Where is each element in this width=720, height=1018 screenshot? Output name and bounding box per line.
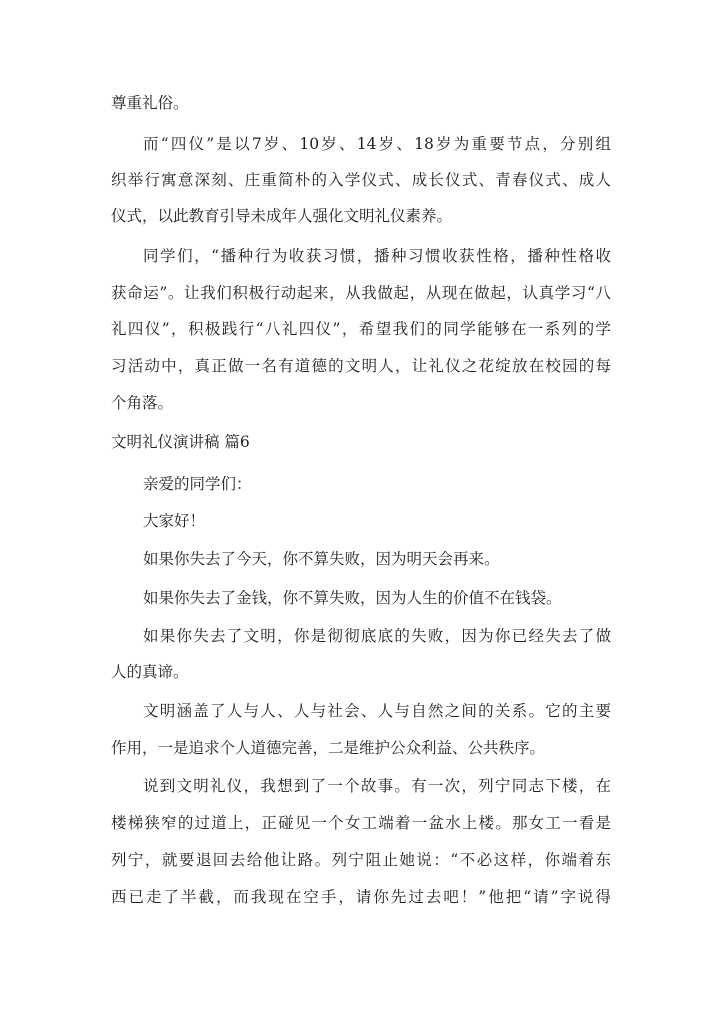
paragraph-line: 说到文明礼仪，我想到了一个故事。有一次，列宁同志下楼，在 <box>143 777 611 795</box>
paragraph-line: 个角落。 <box>111 394 174 412</box>
salutation: 亲爱的同学们： <box>143 475 252 493</box>
paragraph-line: 同学们，“播种行为收获习惯，播种习惯收获性格，播种性格收 <box>143 247 611 265</box>
paragraph-line: 获命运”。让我们积极行动起来，从我做起，从现在做起，认真学习“八 <box>111 284 611 302</box>
paragraph-line: 而“四仪”是以7岁、10岁、14岁、18岁为重要节点，分别组 <box>143 135 611 153</box>
paragraph-line: 如果你失去了金钱，你不算失败，因为人生的价值不在钱袋。 <box>143 589 562 607</box>
paragraph-line: 列宁，就要退回去给他让路。列宁阻止她说：“不必这样，你端着东 <box>111 851 611 869</box>
paragraph-line: 人的真谛。 <box>111 663 189 681</box>
greeting: 大家好！ <box>143 512 206 530</box>
paragraph-line: 如果你失去了今天，你不算失败，因为明天会再来。 <box>143 550 500 568</box>
paragraph-line: 礼四仪”，积极践行“八礼四仪”，希望我们的同学能够在一系列的学 <box>111 320 611 338</box>
paragraph-line: 西已走了半截，而我现在空手，请你先过去吧！”他把“请”字说得 <box>111 888 611 906</box>
paragraph-line: 习活动中，真正做一名有道德的文明人，让礼仪之花绽放在校园的每 <box>111 357 611 375</box>
paragraph-line: 文明涵盖了人与人、人与社会、人与自然之间的关系。它的主要 <box>143 702 611 720</box>
paragraph-line: 作用，一是追求个人道德完善，二是维护公众利益、公共秩序。 <box>111 739 546 757</box>
paragraph-line: 尊重礼俗。 <box>111 94 189 112</box>
section-heading: 文明礼仪演讲稿 篇6 <box>111 433 250 451</box>
paragraph-line: 如果你失去了文明，你是彻彻底底的失败，因为你已经失去了做 <box>143 627 611 645</box>
paragraph-line: 仪式，以此教育引导未成年人强化文明礼仪素养。 <box>111 207 453 225</box>
paragraph-line: 楼梯狭窄的过道上，正碰见一个女工端着一盆水上楼。那女工一看是 <box>111 814 611 832</box>
paragraph-line: 织举行寓意深刻、庄重简朴的入学仪式、成长仪式、青春仪式、成人 <box>111 171 611 189</box>
